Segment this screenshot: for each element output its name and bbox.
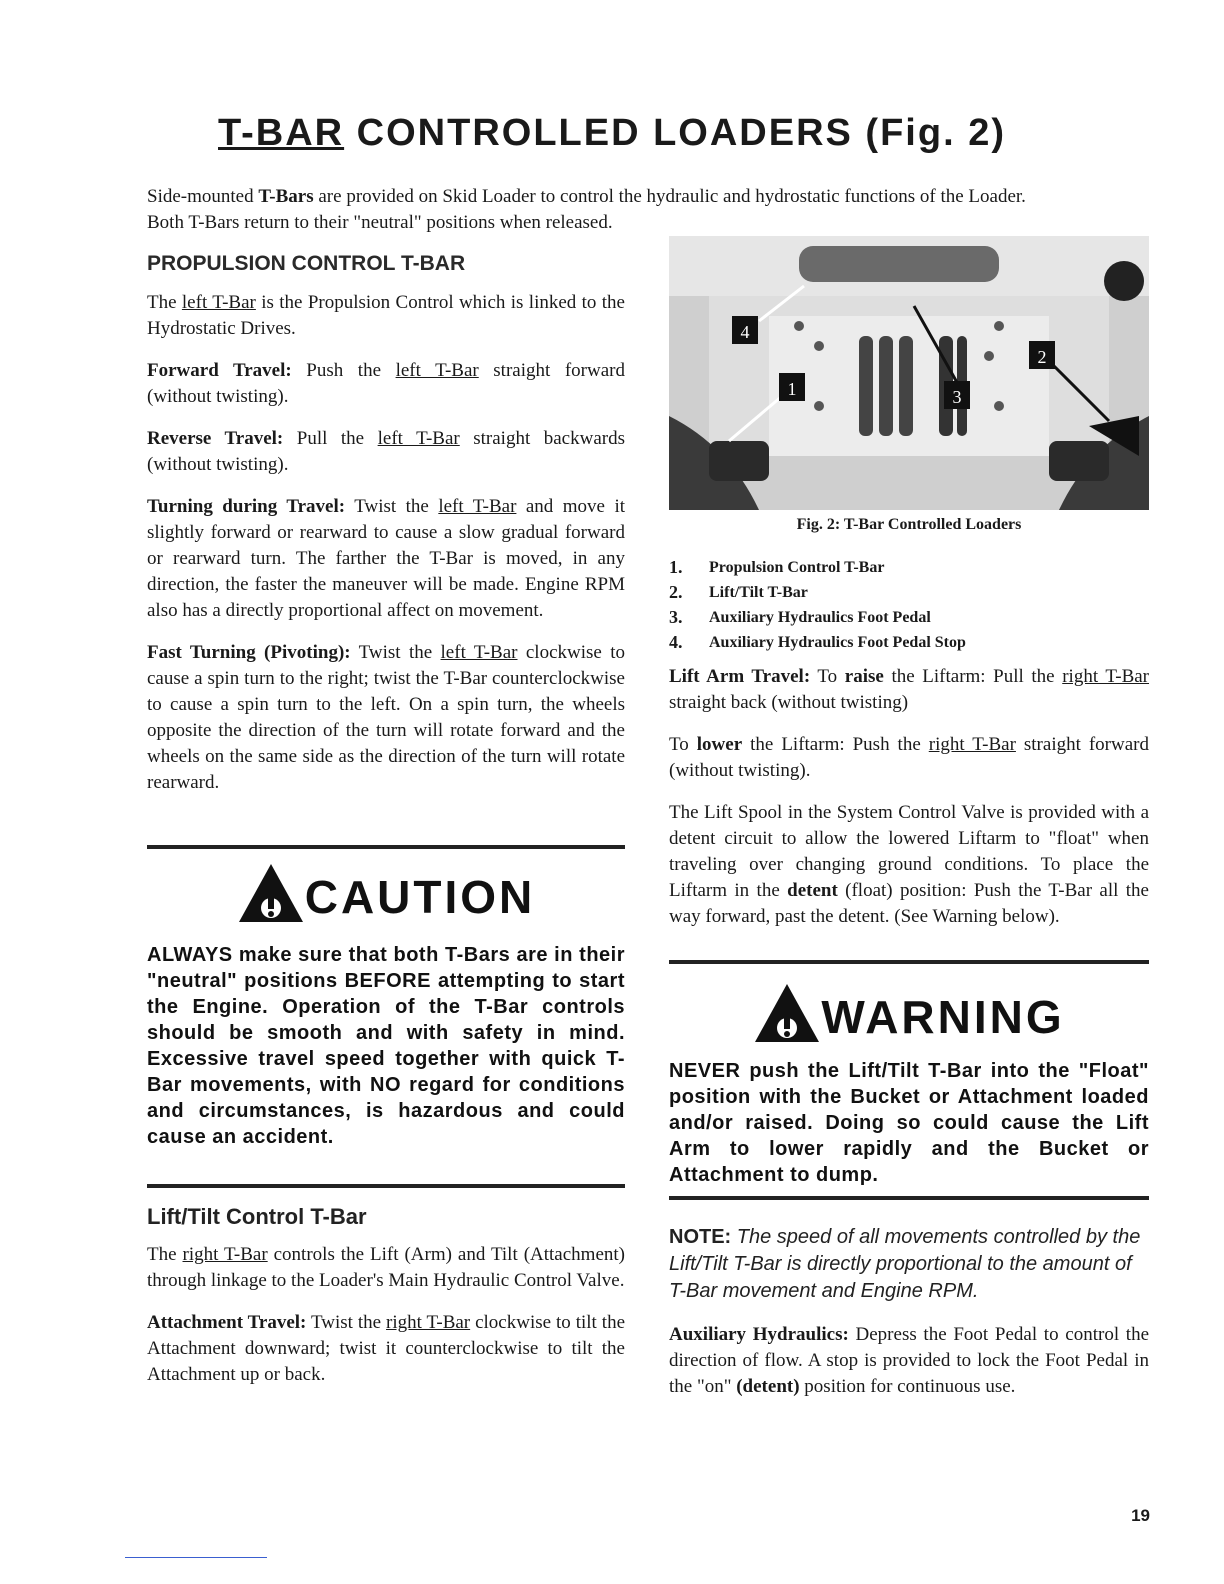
note-text: The speed of all movements controlled by the Lift/Tilt T-Bar is directly proportional to the amount of T-Bar movement and Engine RPM.: [669, 1226, 1141, 1302]
reverse-travel: Reverse Travel: Pull the left T-Bar straight backwards (without twisting).: [147, 428, 625, 475]
title-prefix: T-BAR: [218, 112, 345, 154]
note-paragraph: [669, 1224, 1149, 1305]
caution-top-rule: [147, 845, 625, 849]
title-rest: CONTROLLED LOADERS (Fig. 2): [344, 112, 1006, 154]
marker-label-2: 2: [1037, 347, 1047, 367]
caution-header: [147, 858, 625, 924]
intro-text-2: Both T-Bars return to their "neutral" positions when released.: [147, 212, 613, 233]
note-label: NOTE:: [669, 1226, 732, 1248]
warning-header: [669, 978, 1149, 1044]
figure-legend: [669, 555, 1149, 655]
scan-artifact-line: [125, 1557, 267, 1558]
intro-paragraph: [147, 184, 1157, 236]
lift-arm-lower: To lower the Liftarm: Push the right T-Bar straight forward (without twisting).: [669, 734, 1149, 781]
aux-section: [669, 1322, 1149, 1400]
lift-arm-travel: Lift Arm Travel: To raise the Liftarm: Pull the right T-Bar straight back (without twisting): [669, 666, 1150, 713]
liftarm-section: [669, 664, 1149, 930]
propulsion-section: [147, 290, 625, 796]
intro-text: are provided on Skid Loader to control the hydraulic and hydrostatic functions of the Loader.: [313, 186, 1026, 207]
auxiliary-hydraulics: Auxiliary Hydraulics: Depress the Foot Pedal to control the direction of flow. A stop is provided to lock the Foot Pedal in the "on" (detent) position for continuous use.: [669, 1324, 1150, 1397]
loader-controls-image: [669, 236, 1149, 510]
warning-top-rule: [669, 960, 1149, 964]
turning-during-travel: Turning during Travel: Twist the left T-Bar and move it slightly forward or rearward to cause a slow gradual forward or rearward turn. The farther the T-Bar is moved, in any direction, the faster the maneuver will be made. Engine RPM also has a directly proportional affect on movement.: [147, 496, 626, 621]
warning-text: NEVER push the Lift/Tilt T-Bar into the "Float" position with the Bucket or Attachment loaded and/or raised. Doing so could cause the Lift Arm to lower rapidly and the Bucket or Attachment to dump.: [669, 1060, 1149, 1186]
figure-caption: Fig. 2: T-Bar Controlled Loaders: [796, 516, 1022, 533]
legend-item: 4. Auxiliary Hydraulics Foot Pedal Stop: [669, 632, 966, 652]
propulsion-intro: The left T-Bar is the Propulsion Control which is linked to the Hydrostatic Drives.: [147, 292, 625, 339]
legend-item: 1. Propulsion Control T-Bar: [669, 557, 885, 577]
tbar-photo: [669, 236, 1149, 510]
left-tbar-ref: left T-Bar: [181, 292, 256, 313]
attachment-travel: Attachment Travel: Twist the right T-Bar clockwise to tilt the Attachment downward; twist it counterclockwise to tilt the Attachment up or back.: [147, 1312, 625, 1385]
propulsion-heading: PROPULSION CONTROL T-BAR: [147, 252, 466, 275]
page-number: 19: [1131, 1506, 1150, 1525]
intro-term: T-Bars: [258, 186, 314, 207]
fast-turning: Fast Turning (Pivoting): Twist the left T-Bar clockwise to cause a spin turn to the right; twist the T-Bar counterclockwise to cause a spin turn to the left. On a spin turn, the wheels opposite the direction of the turn will rotate forward and the wheels on the same side as the direction of the turn will rotate rearward.: [147, 642, 625, 793]
legend-item: 3. Auxiliary Hydraulics Foot Pedal: [669, 607, 931, 627]
warning-triangle-icon: [237, 862, 305, 924]
marker-label-3: 3: [952, 387, 962, 407]
lifttilt-intro: The right T-Bar controls the Lift (Arm) and Tilt (Attachment) through linkage to the Loader's Main Hydraulic Control Valve.: [147, 1244, 625, 1291]
right-tbar-ref: right T-Bar: [182, 1244, 268, 1265]
marker-label-4: 4: [740, 322, 750, 342]
forward-travel: Forward Travel: Push the left T-Bar straight forward (without twisting).: [147, 360, 625, 407]
warning-word: WARNING: [821, 991, 1065, 1043]
lifttilt-heading: Lift/Tilt Control T-Bar: [147, 1204, 367, 1229]
marker-label-1: 1: [787, 379, 797, 399]
caution-word: CAUTION: [304, 871, 536, 923]
page-title: [0, 112, 1224, 155]
intro-text: Side-mounted: [147, 186, 259, 207]
caution-bottom-rule: [147, 1184, 625, 1188]
caution-text: ALWAYS make sure that both T-Bars are in their "neutral" positions BEFORE attempting to start the Engine. Operation of the T-Bar controls should be smooth and with safety in mind. Excessive travel speed together with quick T-Bar movements, with NO regard for conditions and circumstances, is hazardous and could cause an accident.: [147, 944, 625, 1148]
lifttilt-section: [147, 1242, 625, 1388]
warning-triangle-icon: [753, 982, 821, 1044]
legend-item: 2. Lift/Tilt T-Bar: [669, 582, 808, 602]
lift-spool-detent: The Lift Spool in the System Control Valve is provided with a detent circuit to allow the lowered Liftarm to "float" when traveling over changing ground conditions. To place the Liftarm in the detent (float) position: Push the T-Bar all the way forward, past the detent. (See Warning below).: [669, 802, 1149, 927]
warning-bottom-rule: [669, 1196, 1149, 1200]
